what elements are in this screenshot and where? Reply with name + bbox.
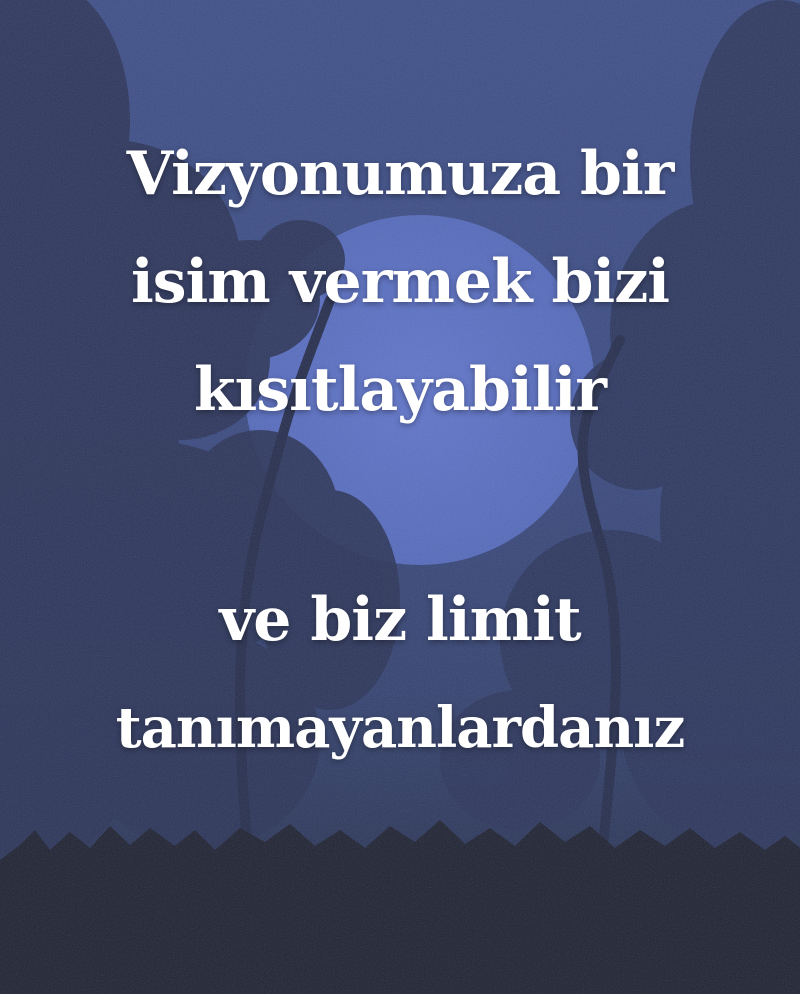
tagline-line-1: ve biz limit bbox=[219, 585, 581, 655]
tagline-text-block bbox=[0, 566, 800, 782]
quote-line-3: kısıtlayabilir bbox=[193, 355, 606, 425]
tagline-line-2: tanımayanlardanız bbox=[115, 695, 685, 761]
quote-text-block bbox=[0, 120, 800, 444]
quote-line-1: Vizyonumuza bir bbox=[126, 139, 674, 209]
quote-line-2: isim vermek bizi bbox=[130, 247, 670, 317]
